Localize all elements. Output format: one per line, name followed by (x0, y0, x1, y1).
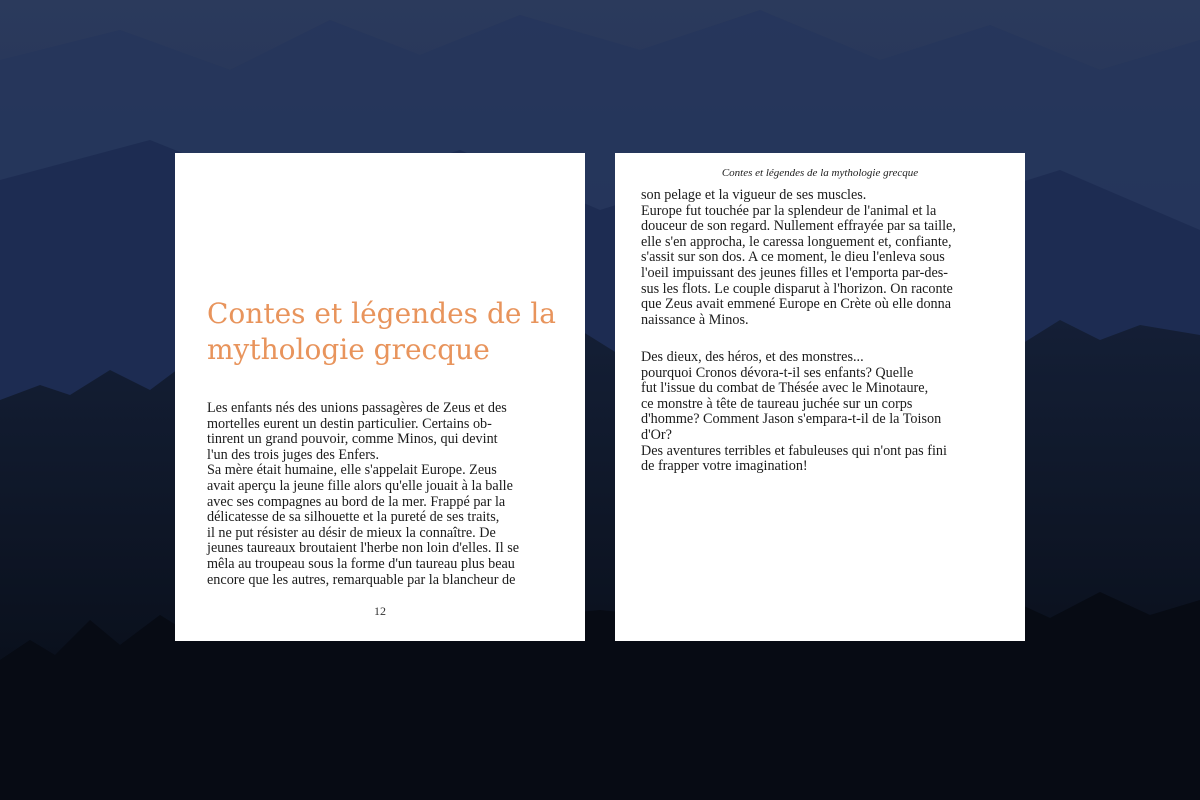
right-book-page (615, 153, 1025, 641)
right-page-paragraph-2: Des dieux, des héros, et des monstres... pourquoi Cronos dévora-t-il ses enfants? Quelle fut l'issue du combat de Thésée avec le Minotaure, ce monstre à tête de taureau juchée sur un corps d'homme? Comment Jason s'empara-t-il de la Toison d'Or? Des aventures terribles et fabuleuses qui n'ont pas fini de frapper votre imagination! (641, 349, 947, 475)
book-title: Contes et légendes de la mythologie grecque (207, 297, 556, 366)
right-page-paragraph-1: son pelage et la vigueur de ses muscles. Europe fut touchée par la splendeur de l'animal et la douceur de son regard. Nullement effrayée par sa taille, elle s'en approcha, le caressa longuement et, confiante, s'assit sur son dos. A ce moment, le dieu l'enleva sous l'oeil impuissant des jeunes filles et l'emporta par-des- sus les flots. Le couple disparut à l'horizon. On raconte que Zeus avait emmené Europe en Crète où elle donna naissance à Minos. (641, 187, 956, 328)
running-header: Contes et légendes de la mythologie grecque (721, 167, 919, 179)
left-page-body-text: Les enfants nés des unions passagères de Zeus et des mortelles eurent un destin particulier. Certains ob- tinrent un grand pouvoir, comme Minos, qui devint l'un des trois juges des Enfers. Sa mère était humaine, elle s'appelait Europe. Zeus avait aperçu la jeune fille alors qu'elle jouait à la balle avec ses compagnes au bord de la mer. Frappé par la délicatesse de sa silhouette et la pureté de ses traits, il ne put résister au désir de mieux la connaître. De jeunes taureaux broutaient l'herbe non loin d'elles. Il se mêla au troupeau sous la forme d'un taureau plus beau encore que les autres, remarquable par la blancheur de (207, 400, 520, 588)
left-book-page (175, 153, 585, 641)
page-number: 12 (374, 604, 386, 618)
